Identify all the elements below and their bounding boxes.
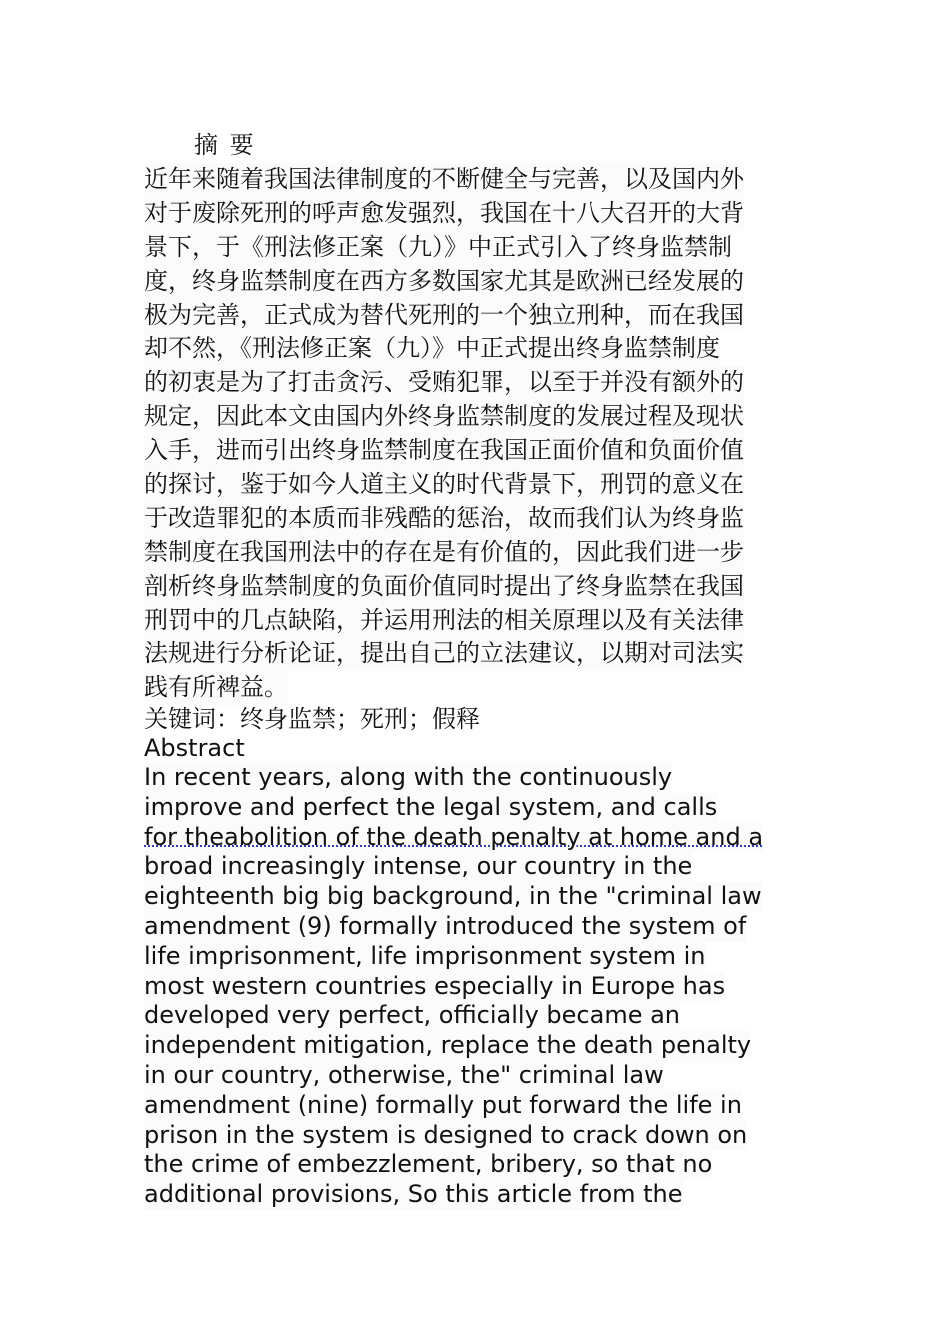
chinese-abstract-line: 的探讨，鉴于如今人道主义的时代背景下，刑罚的意义在 <box>144 468 744 502</box>
chinese-abstract-body <box>144 163 804 705</box>
english-abstract-line: prison in the system is designed to crack down on <box>144 1120 748 1149</box>
chinese-abstract-line: 极为完善，正式成为替代死刑的一个独立刑种，而在我国 <box>144 299 744 333</box>
english-abstract-line: amendment (nine) formally put forward the life in <box>144 1090 742 1119</box>
english-abstract-line: for theabolition of the death penalty at home and a <box>144 822 764 851</box>
chinese-abstract-line: 景下，于《刑法修正案（九）》中正式引入了终身监禁制 <box>144 231 732 265</box>
chinese-abstract-line: 刑罚中的几点缺陷，并运用刑法的相关原理以及有关法律 <box>144 604 744 638</box>
english-abstract-line: life imprisonment, life imprisonment system in <box>144 941 706 970</box>
english-abstract-line: In recent years, along with the continuously <box>144 763 673 791</box>
english-abstract-line: independent mitigation, replace the death penalty <box>144 1031 752 1060</box>
english-abstract-line: amendment (9) formally introduced the system of <box>144 911 747 940</box>
chinese-abstract-line: 度，终身监禁制度在西方多数国家尤其是欧洲已经发展的 <box>144 265 744 299</box>
english-abstract-line: improve and perfect the legal system, and calls <box>144 792 718 821</box>
english-abstract-body <box>144 763 824 1210</box>
english-abstract-line: most western countries especially in Europe has <box>144 971 726 1000</box>
english-abstract-heading: Abstract <box>144 734 245 762</box>
english-abstract-line: developed very perfect, officially became an <box>144 1001 681 1030</box>
chinese-abstract-heading: 摘 要 <box>194 131 256 159</box>
chinese-abstract-line: 禁制度在我国刑法中的存在是有价值的，因此我们进一步 <box>144 536 744 570</box>
chinese-abstract-line: 剖析终身监禁制度的负面价值同时提出了终身监禁在我国 <box>144 570 744 604</box>
chinese-abstract-line: 入手，进而引出终身监禁制度在我国正面价值和负面价值 <box>144 434 744 468</box>
chinese-abstract-line: 践有所裨益。 <box>144 671 288 705</box>
english-abstract-line: the crime of embezzlement, bribery, so that no <box>144 1150 713 1179</box>
english-abstract-line: additional provisions, So this article from the <box>144 1180 683 1209</box>
chinese-abstract-line: 对于废除死刑的呼声愈发强烈，我国在十八大召开的大背 <box>144 197 744 231</box>
chinese-abstract-line: 的初衷是为了打击贪污、受贿犯罪，以至于并没有额外的 <box>144 366 744 400</box>
chinese-abstract-line: 近年来随着我国法律制度的不断健全与完善，以及国内外 <box>144 163 744 197</box>
chinese-abstract-line: 法规进行分析论证，提出自己的立法建议，以期对司法实 <box>144 637 744 671</box>
chinese-abstract-line: 规定，因此本文由国内外终身监禁制度的发展过程及现状 <box>144 400 744 434</box>
chinese-abstract-line: 却不然，《刑法修正案（九）》中正式提出终身监禁制度 <box>144 332 720 366</box>
chinese-abstract-line: 于改造罪犯的本质而非残酷的惩治，故而我们认为终身监 <box>144 502 744 536</box>
english-abstract-line: in our country, otherwise, the" criminal law <box>144 1060 664 1089</box>
chinese-keywords: 关键词：终身监禁；死刑；假释 <box>144 705 480 733</box>
english-abstract-line: eighteenth big big background, in the "criminal law <box>144 882 762 911</box>
english-abstract-line: broad increasingly intense, our country in the <box>144 852 693 881</box>
